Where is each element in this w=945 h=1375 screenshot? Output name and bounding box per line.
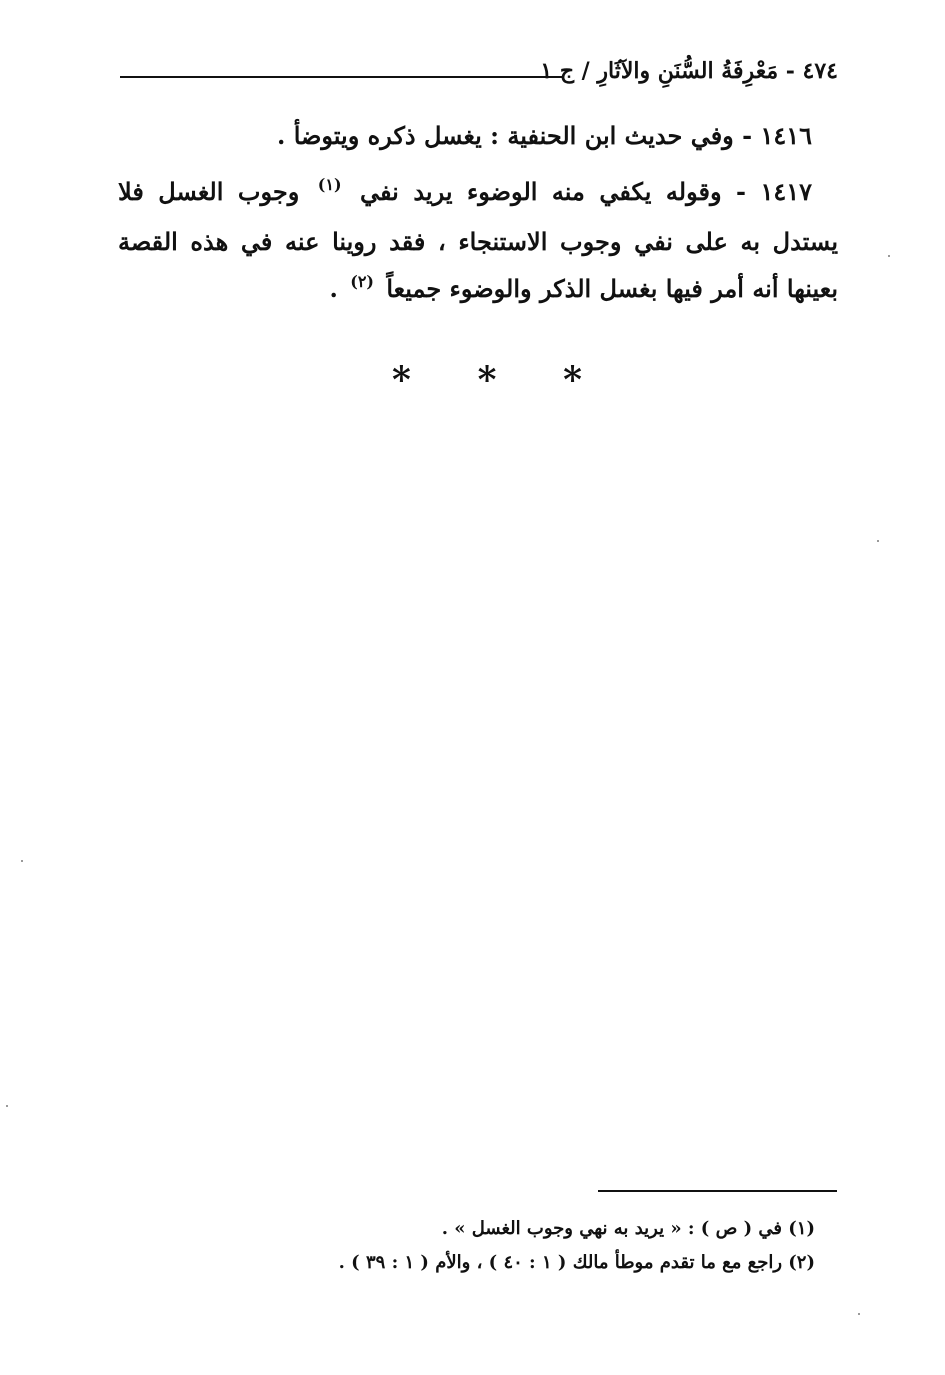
scan-speck	[6, 1105, 8, 1107]
scan-speck	[21, 860, 23, 862]
footnote-reference-2: (٢)	[350, 272, 374, 291]
footnote-2: (٢) راجع مع ما تقدم موطأ مالك ( ١ : ٤٠ ) ، والأم ( ١ : ٣٩ ) .	[338, 1252, 815, 1273]
footnote-separator	[598, 1190, 837, 1192]
paragraph-text-start: ١٤١٧ - وقوله يكفي منه الوضوء يريد نفي	[360, 177, 813, 206]
paragraph-1416	[118, 112, 838, 159]
header-rule	[120, 76, 562, 78]
star-ornament: *	[477, 359, 497, 401]
footnote-reference-1: (١)	[317, 175, 342, 194]
paragraph-text-end: .	[329, 274, 338, 303]
main-text	[118, 112, 838, 324]
paragraph-text-middle: وجوب الغسل فلا يستدل به على نفي وجوب الاستنجاء ، فقد روينا عنه في هذه القصة بعينها أنه أمر فيها بغسل الذكر والوضوء جميعاً	[118, 177, 838, 303]
scan-speck	[888, 255, 890, 257]
scan-speck	[877, 540, 879, 542]
footnotes	[300, 1212, 815, 1280]
section-divider-stars	[392, 360, 582, 400]
star-ornament: *	[563, 359, 582, 401]
paragraph-1417	[118, 168, 838, 315]
paragraph-text: ١٤١٦ - وفي حديث ابن الحنفية : يغسل ذكره ويتوضأ .	[277, 121, 812, 150]
page-header	[120, 55, 838, 87]
footnote-1: (١) في ( ص ) : « يريد به نهي وجوب الغسل » .	[441, 1218, 815, 1239]
running-title: ٤٧٤ - مَعْرِفَةُ السُّنَنِ والآثَارِ / ج ١	[540, 58, 838, 84]
scan-speck	[858, 1313, 860, 1315]
star-ornament: *	[392, 359, 411, 401]
